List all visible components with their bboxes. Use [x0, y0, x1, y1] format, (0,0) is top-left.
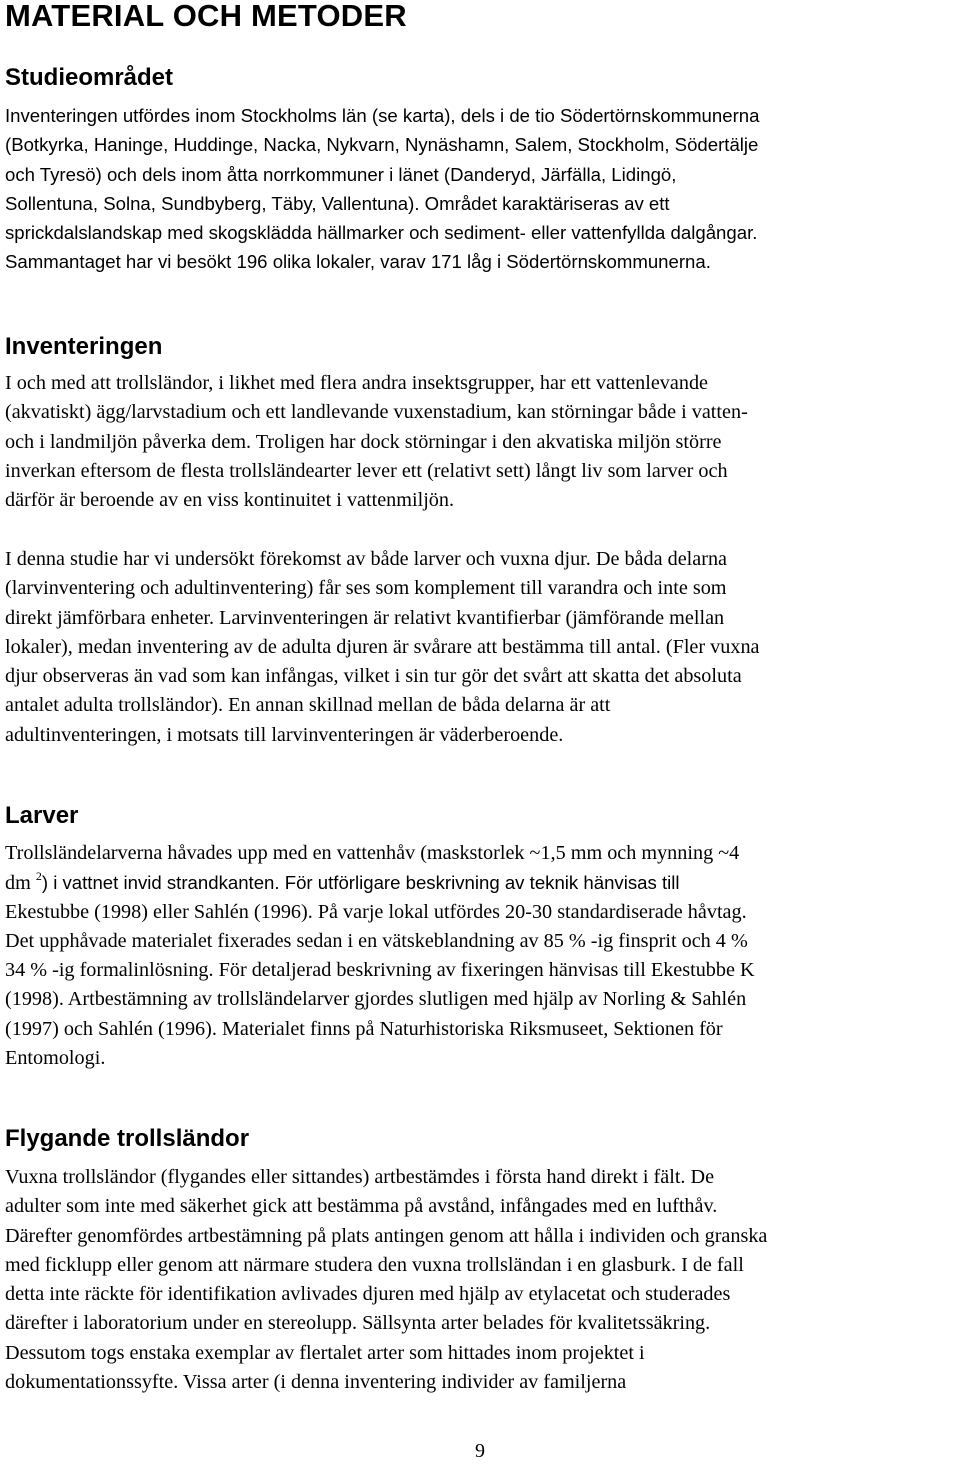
text-line: dokumentationssyfte. Vissa arter (i denna inventering individer av familjerna [5, 1371, 627, 1394]
paragraph-inventeringen-2 [5, 545, 957, 750]
paragraph-flygande [5, 1163, 957, 1397]
heading-studieomradet: Studieområdet [5, 64, 174, 91]
text-line: Därefter genomfördes artbestämning på plats antingen genom att hålla i individen och granska [5, 1224, 768, 1247]
text-line: Vuxna trollsländor (flygandes eller sittandes) artbestämdes i första hand direkt i fält. De [5, 1166, 715, 1188]
text-line: Sollentuna, Solna, Sundbyberg, Täby, Vallentuna). Området karaktäriseras av ett [5, 192, 670, 214]
text-line-with-superscript [5, 868, 957, 897]
text-line: och i landmiljön påverka dem. Troligen har dock störningar i den akvatiska miljön större [5, 430, 722, 453]
paragraph-inventeringen-1 [5, 369, 957, 515]
text-line: därefter i laboratorium under en stereolupp. Sällsynta arter belades för kvalitetssäkring. [5, 1312, 711, 1335]
text-line: Ekestubbe (1998) eller Sahlén (1996). På varje lokal utfördes 20-30 standardiserade håvtag. [5, 900, 747, 923]
text-line: Inventeringen utfördes inom Stockholms län (se karta), dels i de tio Södertörnskommunerna [5, 105, 760, 126]
text-line: (1997) och Sahlén (1996). Materialet finns på Naturhistoriska Riksmuseet, Sektionen för [5, 1017, 723, 1040]
text-line: Dessutom togs enstaka exemplar av flertalet arter som hittades inom projektet i [5, 1341, 645, 1364]
superscript: 2 [35, 868, 42, 883]
text-line: I denna studie har vi undersökt förekomst av både larver och vuxna djur. De båda delarna [5, 548, 728, 570]
text-line: därför är beroende av en viss kontinuitet i vattenmiljön. [5, 489, 455, 512]
text-line: Det upphåvade materialet fixerades sedan i en vätskeblandning av 85 % -ig finsprit och 4 % [5, 929, 748, 952]
text-line: inverkan eftersom de flesta trollsländearter lever ett (relativt sett) långt liv som larver och [5, 459, 728, 482]
text-line: adultinventeringen, i motsats till larvinventeringen är väderberoende. [5, 723, 564, 746]
text-line: (1998). Artbestämning av trollsländelarver gjordes slutligen med hjälp av Norling & Sahlén [5, 988, 747, 1011]
text-line: (larvinventering och adultinventering) får ses som komplement till varandra och inte som [5, 577, 727, 600]
text-line: 34 % -ig formalinlösning. För detaljerad beskrivning av fixeringen hänvisas till Ekestubbe K [5, 959, 755, 982]
paragraph-larver [5, 839, 957, 1073]
text-line: (Botkyrka, Haninge, Huddinge, Nacka, Nykvarn, Nynäshamn, Salem, Stockholm, Södertälje [5, 134, 759, 156]
text-line: djur observeras än vad som kan infångas, vilket i sin tur gör det svårt att skatta det absoluta [5, 665, 742, 688]
text-segment: ) i vattnet invid strandkanten. För utförligare beskrivning av teknik hänvisas till [41, 872, 680, 894]
paragraph-studieomradet [5, 101, 957, 277]
text-line: antalet adulta trollsländor). En annan skillnad mellan de båda delarna är att [5, 694, 611, 717]
text-line: lokaler), medan inventering av de adulta djuren är svårare att bestämma till antal. (Fler vuxna [5, 635, 760, 658]
text-line: (akvatiskt) ägg/larvstadium och ett landlevande vuxenstadium, kan störningar både i vatten- [5, 401, 748, 424]
text-line: detta inte räckte för identifikation avlivades djuren med hjälp av etylacetat och studerades [5, 1283, 731, 1306]
text-line: Sammantaget har vi besökt 196 olika lokaler, varav 171 låg i Södertörnskommunerna. [5, 251, 711, 273]
page-number: 9 [475, 1440, 485, 1462]
text-line: I och med att trollsländor, i likhet med flera andra insektsgrupper, har ett vattenlevande [5, 372, 709, 394]
heading-larver: Larver [5, 802, 79, 829]
heading-flygande-trollslandor: Flygande trollsländor [5, 1125, 250, 1152]
text-line: direkt jämförbara enheter. Larvinventeringen är relativt kvantifierbar (jämförande mellan [5, 606, 725, 629]
text-line: sprickdalslandskap med skogsklädda hällmarker och sediment- eller vattenfyllda dalgångar. [5, 222, 758, 244]
page-title: MATERIAL OCH METODER [5, 0, 407, 33]
text-segment: dm [5, 872, 31, 895]
text-line: Trollsländelarverna håvades upp med en vattenhåv (maskstorlek ~1,5 mm och mynning ~4 [5, 842, 740, 864]
text-line: med ficklupp eller genom att närmare studera den vuxna trollsländan i en glasburk. I de fall [5, 1253, 744, 1276]
text-line: och Tyresö) och dels inom åtta norrkommuner i länet (Danderyd, Järfälla, Lidingö, [5, 163, 677, 185]
text-line: adulter som inte med säkerhet gick att bestämma på avstånd, infångades med en lufthåv. [5, 1195, 718, 1218]
heading-inventeringen: Inventeringen [5, 333, 163, 360]
text-line: Entomologi. [5, 1047, 106, 1070]
